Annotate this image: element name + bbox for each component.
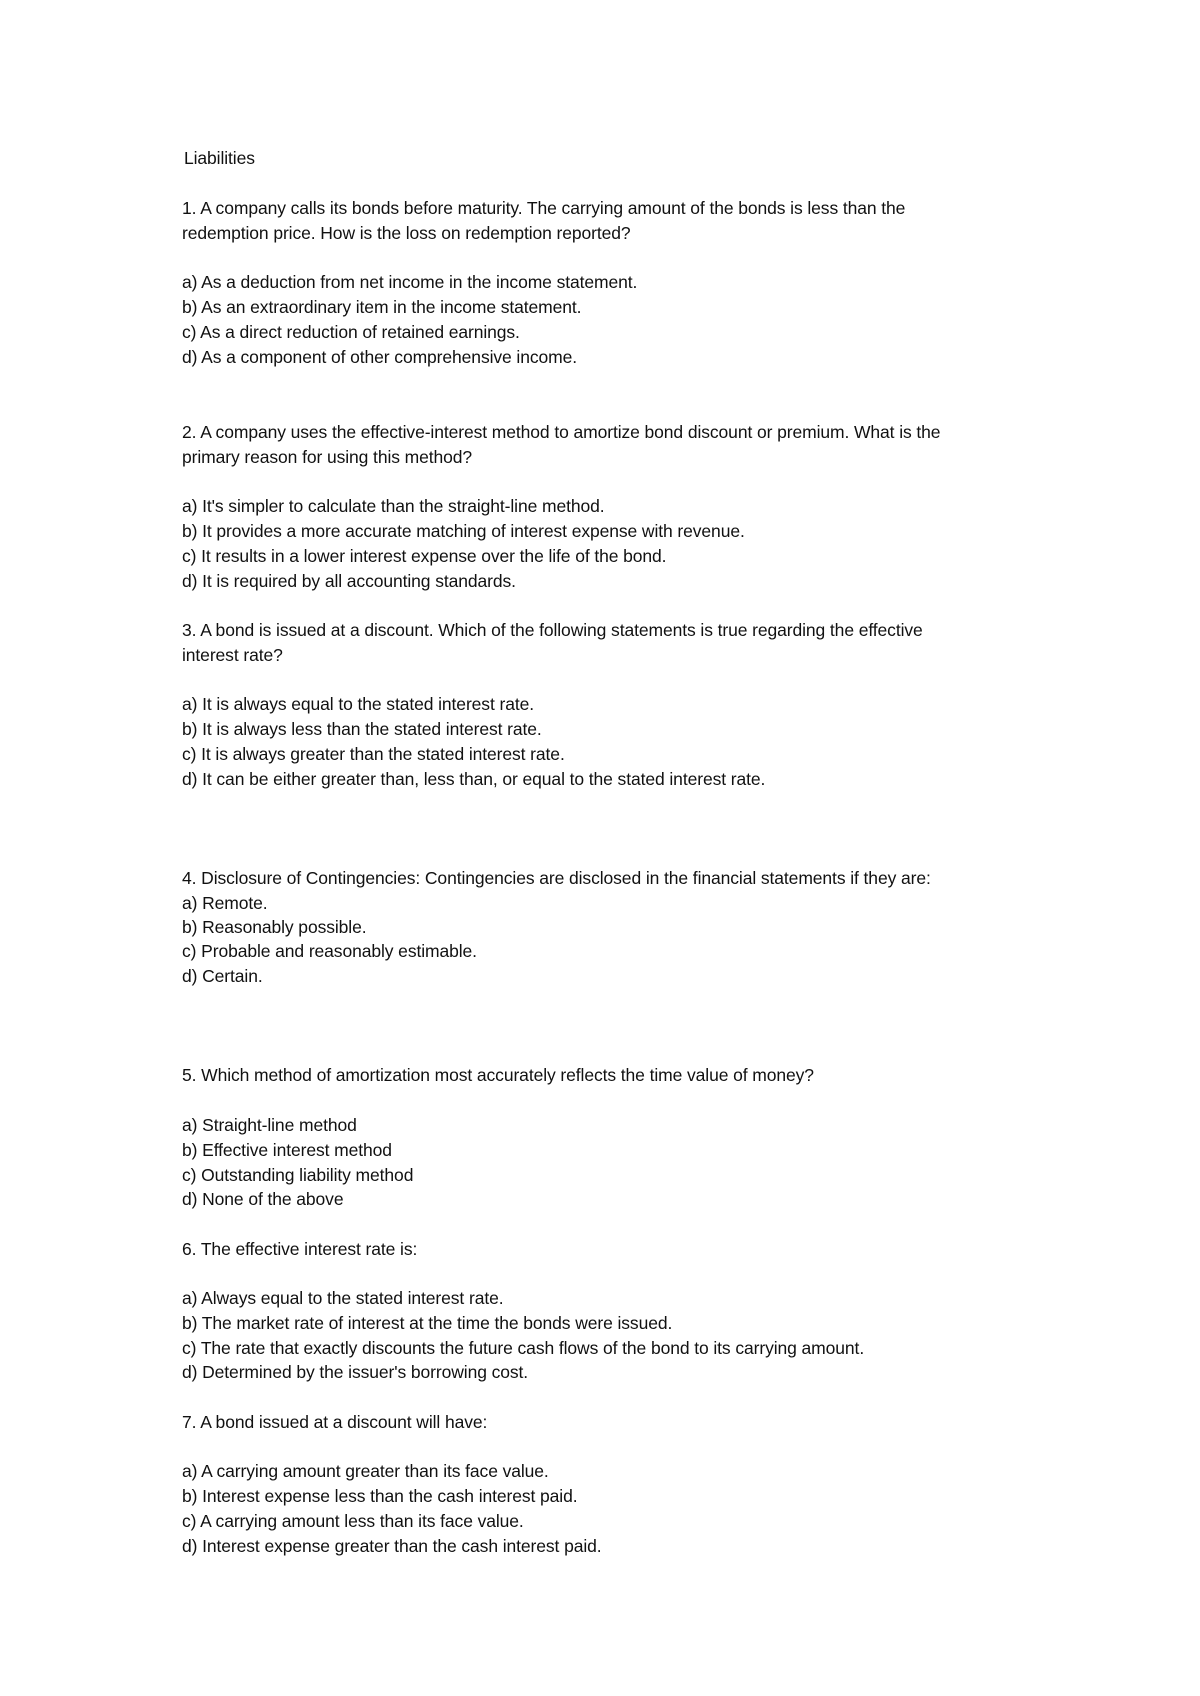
question-6-option-c: c) The rate that exactly discounts the future cash flows of the bond to its carrying amount. (182, 1338, 865, 1358)
question-2-option-a: a) It's simpler to calculate than the straight-line method. (182, 496, 605, 516)
question-1-option-d: d) As a component of other comprehensive income. (182, 347, 578, 367)
question-2-option-b: b) It provides a more accurate matching of interest expense with revenue. (182, 521, 745, 541)
question-4-stem-line-1: 4. Disclosure of Contingencies: Contingencies are disclosed in the financial statements if they are: (182, 868, 931, 888)
question-3-option-d: d) It can be either greater than, less than, or equal to the stated interest rate. (182, 769, 766, 789)
question-2-stem-line-1: 2. A company uses the effective-interest method to amortize bond discount or premium. What is the (182, 422, 941, 442)
question-6-stem-line-1: 6. The effective interest rate is: (182, 1239, 418, 1259)
question-6-option-d: d) Determined by the issuer's borrowing cost. (182, 1362, 529, 1382)
question-1-option-b: b) As an extraordinary item in the income statement. (182, 297, 582, 317)
question-4-option-b: b) Reasonably possible. (182, 917, 367, 937)
question-7-stem-line-1: 7. A bond issued at a discount will have: (182, 1412, 488, 1432)
question-6-option-b: b) The market rate of interest at the time the bonds were issued. (182, 1313, 673, 1333)
question-4-option-c: c) Probable and reasonably estimable. (182, 941, 477, 961)
document-title: Liabilities (184, 148, 255, 168)
question-2-stem-line-2: primary reason for using this method? (182, 447, 473, 467)
question-3-option-b: b) It is always less than the stated interest rate. (182, 719, 542, 739)
question-3-stem-line-2: interest rate? (182, 645, 283, 665)
question-3-option-a: a) It is always equal to the stated interest rate. (182, 694, 534, 714)
question-3-stem-line-1: 3. A bond is issued at a discount. Which of the following statements is true regarding the effective (182, 620, 923, 640)
question-7-option-d: d) Interest expense greater than the cash interest paid. (182, 1536, 602, 1556)
question-1-stem-line-2: redemption price. How is the loss on redemption reported? (182, 223, 631, 243)
question-2-option-d: d) It is required by all accounting standards. (182, 571, 516, 591)
question-1-option-c: c) As a direct reduction of retained earnings. (182, 322, 520, 342)
question-1-stem-line-1: 1. A company calls its bonds before maturity. The carrying amount of the bonds is less than the (182, 198, 906, 218)
question-5-option-c: c) Outstanding liability method (182, 1165, 414, 1185)
question-5-option-b: b) Effective interest method (182, 1140, 392, 1160)
question-6-option-a: a) Always equal to the stated interest rate. (182, 1288, 504, 1308)
question-7-option-a: a) A carrying amount greater than its face value. (182, 1461, 549, 1481)
question-5-option-d: d) None of the above (182, 1189, 344, 1209)
question-2-option-c: c) It results in a lower interest expense over the life of the bond. (182, 546, 667, 566)
question-4-option-a: a) Remote. (182, 893, 268, 913)
question-5-option-a: a) Straight-line method (182, 1115, 357, 1135)
question-1-option-a: a) As a deduction from net income in the income statement. (182, 272, 638, 292)
question-7-option-c: c) A carrying amount less than its face value. (182, 1511, 524, 1531)
question-7-option-b: b) Interest expense less than the cash interest paid. (182, 1486, 578, 1506)
question-5-stem-line-1: 5. Which method of amortization most accurately reflects the time value of money? (182, 1065, 814, 1085)
question-4-option-d: d) Certain. (182, 966, 263, 986)
question-3-option-c: c) It is always greater than the stated interest rate. (182, 744, 565, 764)
